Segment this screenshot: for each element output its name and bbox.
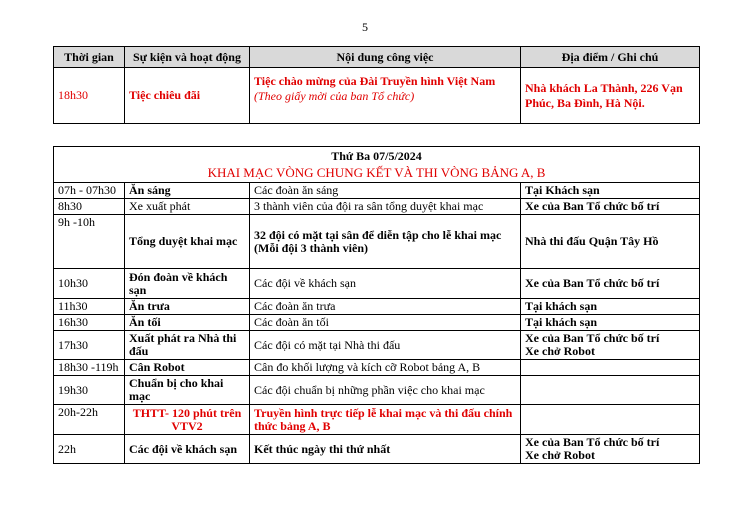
row-time: 18h30 -119h <box>54 360 125 376</box>
row-content-cell <box>250 68 521 124</box>
table-row <box>54 360 700 376</box>
row-location: Tại khách sạn <box>521 315 700 331</box>
row-location: Xe của Ban Tổ chức bố trí <box>525 331 660 345</box>
row-time: 20h-22h <box>54 405 125 435</box>
row-time: 18h30 <box>54 68 125 124</box>
header-content: Nội dung công việc <box>250 47 521 68</box>
row-content: Các đoàn ăn trưa <box>250 299 521 315</box>
page-number: 5 <box>362 20 368 34</box>
table-row <box>54 376 700 405</box>
row-location-cell <box>521 331 700 360</box>
row-location <box>521 405 700 435</box>
row-time: 16h30 <box>54 315 125 331</box>
row-location: Xe của Ban Tổ chức bố trí <box>525 435 660 449</box>
table-row <box>54 199 700 215</box>
row-content: Cân đo khối lượng và kích cỡ Robot bảng A, B <box>250 360 521 376</box>
row-time: 8h30 <box>54 199 125 215</box>
schedule-day: Thứ Ba 07/5/2024 <box>331 149 422 163</box>
table-row <box>54 405 700 435</box>
row-content: Truyền hình trực tiếp lễ khai mạc và thi đấu chính thức bảng A, B <box>250 405 521 435</box>
row-time: 07h - 07h30 <box>54 183 125 199</box>
row-location: Tại khách sạn <box>521 299 700 315</box>
row-time: 17h30 <box>54 331 125 360</box>
schedule-table <box>53 146 700 464</box>
row-location: Xe của Ban Tổ chức bố trí <box>521 269 700 299</box>
row-event: Xe xuất phát <box>125 199 250 215</box>
row-time: 11h30 <box>54 299 125 315</box>
row-location: Xe của Ban Tổ chức bố trí <box>521 199 700 215</box>
row-event: Ăn trưa <box>125 299 250 315</box>
table-row <box>54 331 700 360</box>
row-content: 3 thành viên của đội ra sân tổng duyệt khai mạc <box>250 199 521 215</box>
table-header-row <box>54 47 700 68</box>
table-row <box>54 315 700 331</box>
row-content: Các đội về khách sạn <box>250 269 521 299</box>
reception-table <box>53 46 700 124</box>
row-content: Các đoàn ăn tối <box>250 315 521 331</box>
row-event: Ăn tối <box>125 315 250 331</box>
row-event: Tổng duyệt khai mạc <box>125 215 250 269</box>
row-location: Nhà khách La Thành, 226 Vạn Phúc, Ba Đình, Hà Nội. <box>521 68 700 124</box>
table-row <box>54 269 700 299</box>
row-content: 32 đội có mặt tại sân để diễn tập cho lễ khai mạc (Mỗi đội 3 thành viên) <box>250 215 521 269</box>
row-location: Nhà thi đấu Quận Tây Hồ <box>521 215 700 269</box>
row-time: 19h30 <box>54 376 125 405</box>
header-location: Địa điểm / Ghi chú <box>521 47 700 68</box>
header-event: Sự kiện và hoạt động <box>125 47 250 68</box>
row-event: Chuẩn bị cho khai mạc <box>125 376 250 405</box>
row-content: Các đội có mặt tại Nhà thi đấu <box>250 331 521 360</box>
schedule-title-cell <box>54 147 700 183</box>
row-time: 22h <box>54 435 125 464</box>
table-row <box>54 183 700 199</box>
row-event: Các đội về khách sạn <box>125 435 250 464</box>
row-location-secondary: Xe chở Robot <box>525 344 595 358</box>
header-time: Thời gian <box>54 47 125 68</box>
row-event: Xuất phát ra Nhà thi đấu <box>125 331 250 360</box>
row-time: 9h -10h <box>54 215 125 269</box>
row-location <box>521 376 700 405</box>
row-event: Tiệc chiêu đãi <box>125 68 250 124</box>
schedule-title: KHAI MẠC VÒNG CHUNG KẾT VÀ THI VÒNG BẢNG A, B <box>207 165 546 180</box>
row-content: Các đội chuẩn bị những phần việc cho khai mạc <box>250 376 521 405</box>
table-row <box>54 299 700 315</box>
row-event: Ăn sáng <box>125 183 250 199</box>
row-location-cell <box>521 435 700 464</box>
row-location-secondary: Xe chở Robot <box>525 448 595 462</box>
row-content-note: (Theo giấy mời của ban Tổ chức) <box>254 89 415 103</box>
row-location <box>521 360 700 376</box>
table-row <box>54 215 700 269</box>
row-location: Tại Khách sạn <box>521 183 700 199</box>
row-event: Đón đoàn về khách sạn <box>125 269 250 299</box>
row-time: 10h30 <box>54 269 125 299</box>
row-content: Các đoàn ăn sáng <box>250 183 521 199</box>
table-row <box>54 435 700 464</box>
row-content: Kết thúc ngày thi thứ nhất <box>250 435 521 464</box>
row-event: THTT- 120 phút trên VTV2 <box>125 405 250 435</box>
schedule-title-row <box>54 147 700 183</box>
row-event: Cân Robot <box>125 360 250 376</box>
table-row <box>54 68 700 124</box>
row-content: Tiệc chào mừng của Đài Truyền hình Việt Nam <box>254 74 496 88</box>
